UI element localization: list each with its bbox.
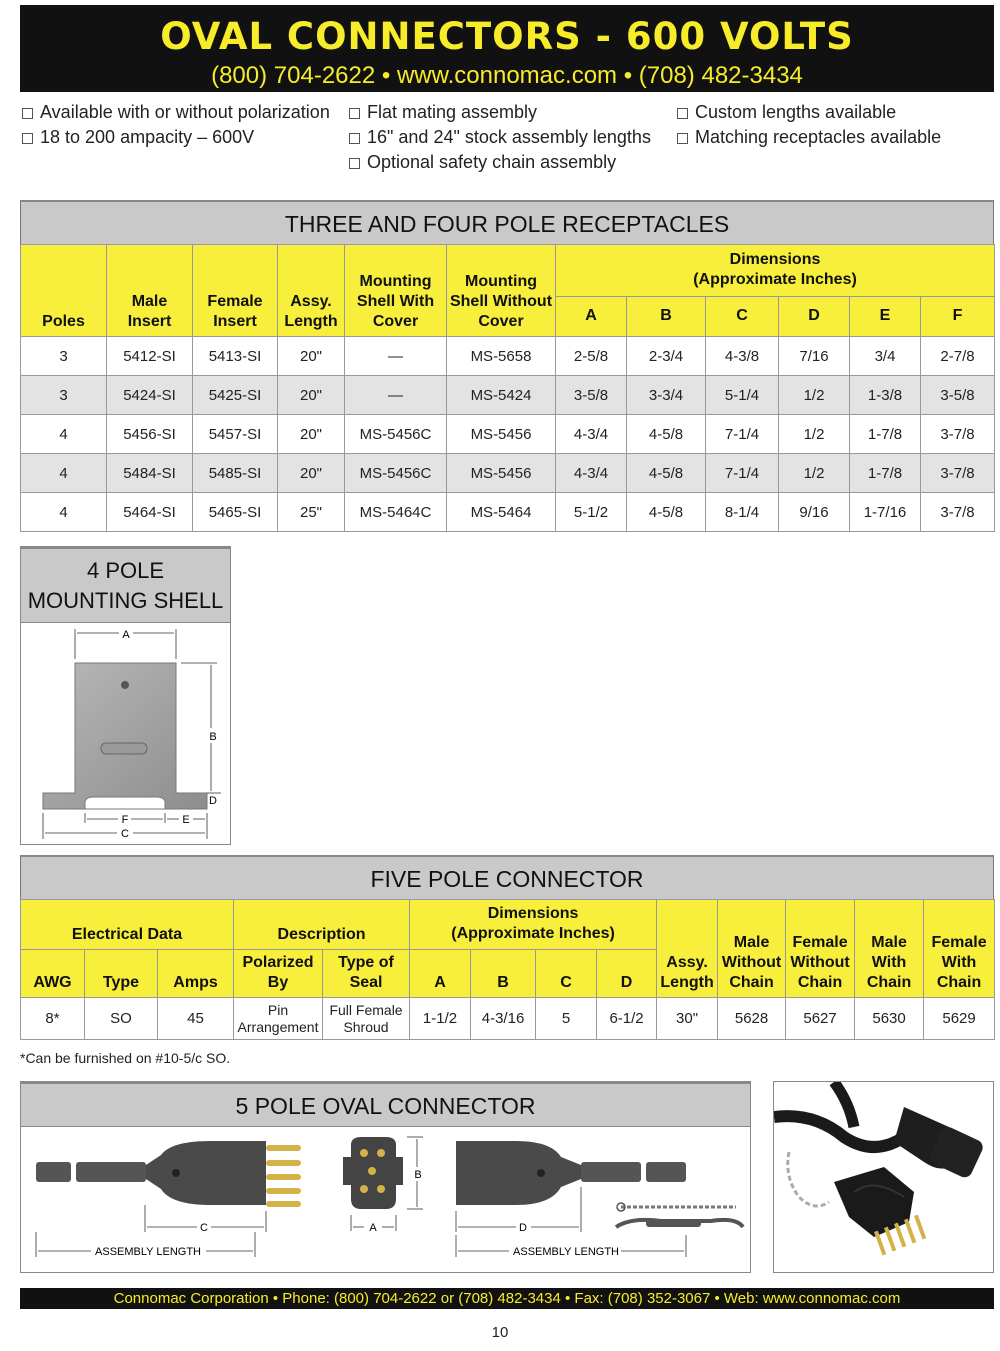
table-row bbox=[21, 376, 995, 415]
page-number: 10 bbox=[491, 1324, 509, 1341]
checkbox-icon bbox=[677, 133, 688, 144]
dim-label-a: A bbox=[122, 629, 130, 641]
header-dim: D bbox=[779, 297, 850, 337]
table-cell: MS-5424 bbox=[447, 376, 556, 415]
table-cell: 5485-SI bbox=[193, 454, 278, 493]
table-cell: 4-3/8 bbox=[706, 337, 779, 376]
table-cell: 4-3/4 bbox=[556, 415, 627, 454]
table-cell: 20" bbox=[278, 337, 345, 376]
feature-column-2 bbox=[349, 100, 651, 175]
header-dim: C bbox=[706, 297, 779, 337]
dim-label-b: B bbox=[414, 1169, 422, 1181]
table-cell: 7-1/4 bbox=[706, 454, 779, 493]
table-cell: 7-1/4 bbox=[706, 415, 779, 454]
page-header bbox=[20, 5, 994, 92]
safety-chain-icon bbox=[616, 1203, 743, 1227]
table-row bbox=[21, 493, 995, 532]
table-cell: 5412-SI bbox=[107, 337, 193, 376]
feature-item: Optional safety chain assembly bbox=[349, 150, 651, 175]
table-cell: 1/2 bbox=[779, 454, 850, 493]
table-cell: 2-7/8 bbox=[921, 337, 995, 376]
header-female-with-chain: Female With Chain bbox=[924, 900, 995, 998]
table-cell: 3-7/8 bbox=[921, 454, 995, 493]
table-cell: 1-3/8 bbox=[850, 376, 921, 415]
connector-photo-illustration bbox=[774, 1082, 993, 1272]
table-cell: 4-3/4 bbox=[556, 454, 627, 493]
table-cell: 3 bbox=[21, 376, 107, 415]
table-row bbox=[21, 415, 995, 454]
table-cell: SO bbox=[85, 998, 158, 1040]
table-cell: 4 bbox=[21, 493, 107, 532]
header-description: Description bbox=[234, 900, 410, 950]
header-dim: E bbox=[850, 297, 921, 337]
table-cell: 1/2 bbox=[779, 415, 850, 454]
header-assy-length: Assy. Length bbox=[657, 900, 718, 998]
five-pole-table bbox=[20, 899, 995, 1040]
table-cell: MS-5464 bbox=[447, 493, 556, 532]
feature-item: Custom lengths available bbox=[677, 100, 941, 125]
header-dim-b: B bbox=[471, 950, 536, 998]
table-cell: MS-5658 bbox=[447, 337, 556, 376]
receptacles-section bbox=[20, 200, 994, 532]
table-cell: 1-7/8 bbox=[850, 415, 921, 454]
table-cell: 1/2 bbox=[779, 376, 850, 415]
table-cell: 5425-SI bbox=[193, 376, 278, 415]
table-cell: MS-5456C bbox=[345, 454, 447, 493]
table-cell: MS-5464C bbox=[345, 493, 447, 532]
checkbox-icon bbox=[22, 108, 33, 119]
assembly-length-label: ASSEMBLY LENGTH bbox=[95, 1246, 201, 1258]
dim-label-c: C bbox=[200, 1222, 208, 1234]
table-cell: 4-5/8 bbox=[627, 415, 706, 454]
feature-item: Available with or without polarization bbox=[22, 100, 330, 125]
header-female-without-chain: Female Without Chain bbox=[786, 900, 855, 998]
header-dim: A bbox=[556, 297, 627, 337]
dim-label-e: E bbox=[182, 814, 190, 826]
header-shell-with-cover: Mounting Shell With Cover bbox=[345, 245, 447, 337]
table-cell: 5-1/4 bbox=[706, 376, 779, 415]
oval-connector-title: 5 POLE OVAL CONNECTOR bbox=[21, 1082, 750, 1127]
table-cell: 5 bbox=[536, 998, 597, 1040]
feature-item: 18 to 200 ampacity – 600V bbox=[22, 125, 330, 150]
five-pole-title: FIVE POLE CONNECTOR bbox=[20, 855, 994, 899]
table-cell: MS-5456C bbox=[345, 415, 447, 454]
table-cell: — bbox=[345, 376, 447, 415]
table-cell: 3-5/8 bbox=[556, 376, 627, 415]
table-row bbox=[21, 337, 995, 376]
header-dim: F bbox=[921, 297, 995, 337]
dim-label-f: F bbox=[121, 814, 129, 826]
table-cell: 3-5/8 bbox=[921, 376, 995, 415]
table-cell: 20" bbox=[278, 376, 345, 415]
assembly-length-label: ASSEMBLY LENGTH bbox=[513, 1246, 619, 1258]
header-electrical-data: Electrical Data bbox=[21, 900, 234, 950]
table-cell: 5630 bbox=[855, 998, 924, 1040]
table-cell: 5413-SI bbox=[193, 337, 278, 376]
table-cell: — bbox=[345, 337, 447, 376]
table-cell: 3 bbox=[21, 337, 107, 376]
oval-connector-diagram bbox=[21, 1127, 750, 1271]
mounting-shell-panel bbox=[20, 546, 231, 845]
table-cell: 25" bbox=[278, 493, 345, 532]
table-cell: 5-1/2 bbox=[556, 493, 627, 532]
connector-photo bbox=[773, 1081, 994, 1273]
table-cell: 30" bbox=[657, 998, 718, 1040]
feature-item: Flat mating assembly bbox=[349, 100, 651, 125]
header-dim: B bbox=[627, 297, 706, 337]
header-amps: Amps bbox=[158, 950, 234, 998]
header-poles: Poles bbox=[21, 245, 107, 337]
table-cell: 5629 bbox=[924, 998, 995, 1040]
page-title: OVAL CONNECTORS - 600 VOLTS bbox=[160, 15, 854, 58]
checkbox-icon bbox=[22, 133, 33, 144]
header-female-insert: Female Insert bbox=[193, 245, 278, 337]
header-dim-d: D bbox=[597, 950, 657, 998]
table-cell: Pin Arrangement bbox=[234, 998, 323, 1040]
header-contact: (800) 704-2622 • www.connomac.com • (708) 482-3434 bbox=[211, 62, 803, 89]
feature-item: Matching receptacles available bbox=[677, 125, 941, 150]
table-cell: 5465-SI bbox=[193, 493, 278, 532]
table-cell: 5457-SI bbox=[193, 415, 278, 454]
table-cell: 8-1/4 bbox=[706, 493, 779, 532]
checkbox-icon bbox=[677, 108, 688, 119]
table-cell: 4 bbox=[21, 415, 107, 454]
table-cell: 3-7/8 bbox=[921, 493, 995, 532]
five-pole-section bbox=[20, 855, 994, 1040]
table-cell: 4-3/16 bbox=[471, 998, 536, 1040]
table-cell: 5464-SI bbox=[107, 493, 193, 532]
header-dim-c: C bbox=[536, 950, 597, 998]
receptacles-title: THREE AND FOUR POLE RECEPTACLES bbox=[20, 200, 994, 244]
table-cell: 8* bbox=[21, 998, 85, 1040]
mounting-shell-diagram bbox=[21, 623, 230, 843]
feature-item: 16" and 24" stock assembly lengths bbox=[349, 125, 651, 150]
table-cell: 4-5/8 bbox=[627, 493, 706, 532]
header-dimensions: Dimensions (Approximate Inches) bbox=[556, 245, 995, 297]
dim-label-a: A bbox=[369, 1222, 377, 1234]
feature-column-3 bbox=[677, 100, 941, 150]
table-cell: 45 bbox=[158, 998, 234, 1040]
table-row bbox=[21, 454, 995, 493]
header-male-with-chain: Male With Chain bbox=[855, 900, 924, 998]
header-shell-without-cover: Mounting Shell Without Cover bbox=[447, 245, 556, 337]
table-cell: Full Female Shroud bbox=[323, 998, 410, 1040]
table-cell: 1-7/8 bbox=[850, 454, 921, 493]
table-cell: 5484-SI bbox=[107, 454, 193, 493]
table-cell: 5628 bbox=[718, 998, 786, 1040]
table-row bbox=[21, 998, 995, 1040]
table-cell: 1-1/2 bbox=[410, 998, 471, 1040]
table-cell: MS-5456 bbox=[447, 454, 556, 493]
table-cell: 3-3/4 bbox=[627, 376, 706, 415]
table-cell: 5627 bbox=[786, 998, 855, 1040]
mounting-shell-title: 4 POLE MOUNTING SHELL bbox=[21, 547, 230, 623]
dim-label-c: C bbox=[121, 828, 129, 840]
footnote: *Can be furnished on #10-5/c SO. bbox=[20, 1050, 231, 1066]
receptacles-table bbox=[20, 244, 995, 532]
dim-label-b: B bbox=[209, 731, 217, 743]
table-cell: 9/16 bbox=[779, 493, 850, 532]
dim-label-d: D bbox=[519, 1222, 527, 1234]
header-awg: AWG bbox=[21, 950, 85, 998]
table-cell: 6-1/2 bbox=[597, 998, 657, 1040]
table-cell: 20" bbox=[278, 415, 345, 454]
header-dimensions: Dimensions (Approximate Inches) bbox=[410, 900, 657, 950]
table-cell: 3/4 bbox=[850, 337, 921, 376]
header-male-without-chain: Male Without Chain bbox=[718, 900, 786, 998]
page-footer: Connomac Corporation • Phone: (800) 704-2622 or (708) 482-3434 • Fax: (708) 352-3067 • Web: www.connomac.com bbox=[20, 1288, 994, 1309]
table-cell: 7/16 bbox=[779, 337, 850, 376]
header-dim-a: A bbox=[410, 950, 471, 998]
table-cell: 2-3/4 bbox=[627, 337, 706, 376]
checkbox-icon bbox=[349, 108, 360, 119]
table-cell: 4 bbox=[21, 454, 107, 493]
table-cell: 1-7/16 bbox=[850, 493, 921, 532]
dim-label-d: D bbox=[209, 795, 217, 807]
table-cell: 20" bbox=[278, 454, 345, 493]
table-cell: 4-5/8 bbox=[627, 454, 706, 493]
checkbox-icon bbox=[349, 133, 360, 144]
table-cell: 2-5/8 bbox=[556, 337, 627, 376]
checkbox-icon bbox=[349, 158, 360, 169]
header-polarized-by: Polarized By bbox=[234, 950, 323, 998]
oval-connector-panel bbox=[20, 1081, 751, 1273]
header-type: Type bbox=[85, 950, 158, 998]
table-cell: MS-5456 bbox=[447, 415, 556, 454]
table-cell: 3-7/8 bbox=[921, 415, 995, 454]
header-male-insert: Male Insert bbox=[107, 245, 193, 337]
header-assy-length: Assy. Length bbox=[278, 245, 345, 337]
feature-column-1 bbox=[22, 100, 330, 150]
header-type-of-seal: Type of Seal bbox=[323, 950, 410, 998]
table-cell: 5424-SI bbox=[107, 376, 193, 415]
table-cell: 5456-SI bbox=[107, 415, 193, 454]
